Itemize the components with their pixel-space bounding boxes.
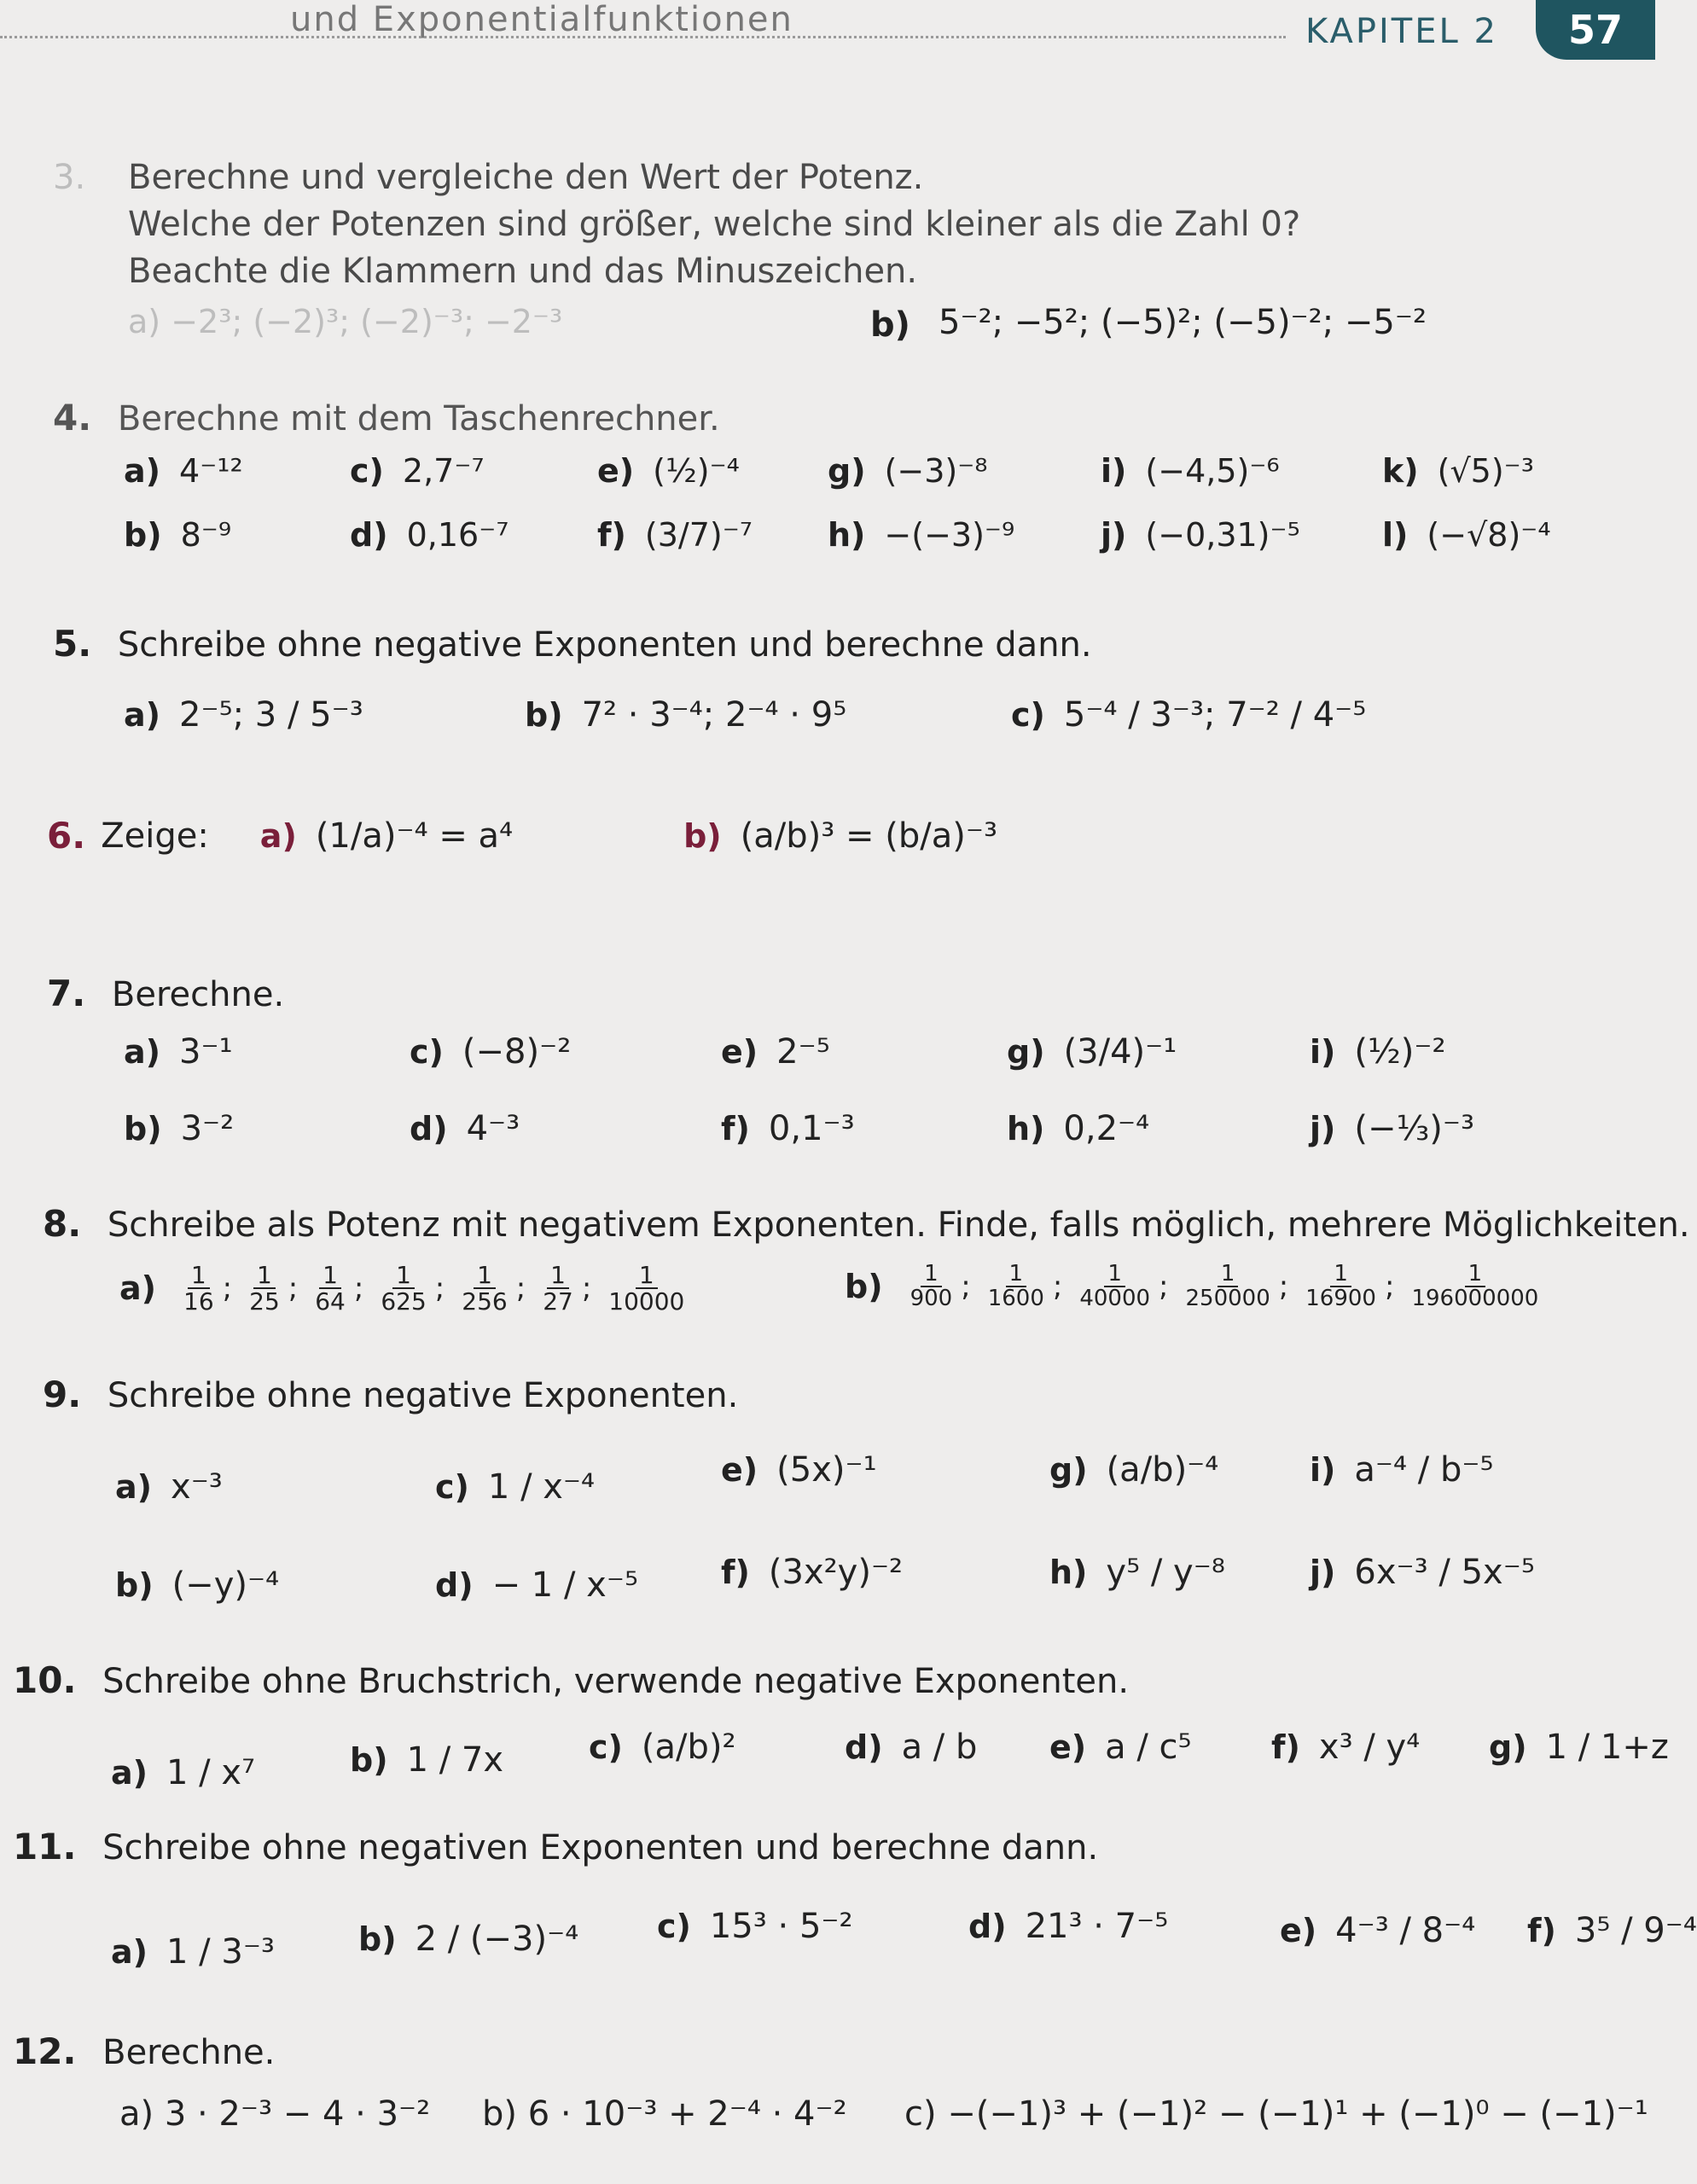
item-expression: 4⁻³ [466,1109,520,1148]
item-expression: (−8)⁻² [462,1032,572,1072]
item-label: i) [1101,452,1127,490]
item-expression: (3/7)⁻⁷ [644,516,753,554]
item-label: b) [124,516,162,554]
ex4-item-f [597,516,753,554]
item-label: g) [1007,1033,1045,1071]
ex6-number: 6. [47,815,86,857]
item-expression: 4⁻¹² [179,452,243,490]
item-expression: − 1 / x⁻⁵ [491,1565,638,1605]
item-label: a) [115,1468,153,1506]
header-title: und Exponentialfunktionen [290,0,793,39]
ex4-item-e [597,452,740,490]
ex10-item-a [111,1753,255,1792]
item-label: b) [350,1741,388,1779]
ex8-a: a) $\frac{1}{16}$ ; $\frac{1}{25}$ ; $\frac{1}{64}$ ; $\frac{1}{625}$ ; $\frac{1}{256}$ ; $\frac{1}{27}$ ; $\frac{1}{10000}$ [119,1263,693,1315]
item-label: k) [1382,452,1419,490]
item-label: b) [358,1920,397,1958]
item-expression: 3⁻² [180,1109,235,1148]
ex4-item-h [828,516,1014,554]
item-expression: 1 / x⁷ [166,1753,256,1792]
item-label: g) [1049,1451,1088,1489]
ex7-item-b [124,1109,234,1148]
ex9-title: Schreibe ohne negative Exponenten. [107,1376,739,1415]
ex8-a-fractions: $\frac{1}{16}$ ; $\frac{1}{25}$ ; $\frac{1}{64}$ ; $\frac{1}{625}$ ; $\frac{1}{256}$ ; $\frac{1}{27}$ ; $\frac{1}{10000}$ [175,1263,693,1315]
ex9-item-g [1049,1450,1218,1490]
ex4-item-k [1382,452,1534,490]
fraction: $\frac{1}{10000}$ [608,1261,685,1316]
ex3-b-label: b) [870,305,910,345]
item-label: e) [721,1033,758,1071]
ex8-number: 8. [43,1203,82,1245]
item-expression: 21³ · 7⁻⁵ [1025,1907,1169,1946]
item-expression: (3/4)⁻¹ [1063,1032,1177,1072]
item-expression: (−y)⁻⁴ [171,1565,280,1605]
item-label: e) [721,1451,758,1489]
ex3-line3: Beachte die Klammern und das Minuszeichen. [128,252,918,291]
ex11-heading [13,1826,1098,1867]
ex10-item-e [1049,1728,1192,1767]
item-label: j) [1310,1554,1336,1591]
ex4-item-d [350,516,509,554]
fraction: $\frac{1}{250000}$ [1185,1261,1270,1312]
ex11-item-c [657,1907,853,1946]
item-expression: 1 / 7x [406,1740,504,1780]
ex6-heading: 6. Zeige: a) (1/a)⁻⁴ = a⁴ b) (a/b)³ = (b/a)⁻³ [47,815,997,857]
item-expression: (−3)⁻⁸ [884,452,988,490]
item-label: j) [1310,1110,1336,1147]
item-label: d) [410,1110,448,1147]
item-expression: (√5)⁻³ [1437,452,1534,490]
item-expression: (½)⁻⁴ [653,452,740,490]
item-label: h) [1007,1110,1045,1147]
header-divider [0,36,1286,38]
item-expression: (a/b)² [641,1728,736,1767]
item-label: e) [1280,1912,1317,1949]
ex4-item-j [1101,516,1300,554]
ex6-title: Zeige: [101,816,209,856]
item-expression: (−4,5)⁻⁶ [1145,452,1280,490]
ex10-item-f [1271,1728,1420,1767]
item-label: l) [1382,516,1409,554]
ex10-item-d [845,1728,977,1767]
item-expression: 4⁻³ / 8⁻⁴ [1335,1911,1476,1950]
item-label: d) [435,1566,474,1604]
ex3-line2: Welche der Potenzen sind größer, welche sind kleiner als die Zahl 0? [128,205,1301,244]
item-label: d) [350,516,388,554]
item-expression: y⁵ / y⁻⁸ [1106,1553,1225,1592]
fraction: $\frac{1}{16900}$ [1305,1261,1376,1312]
ex7-item-f [721,1109,855,1148]
ex9-heading [43,1374,738,1415]
item-label: c) [435,1468,469,1506]
ex6-b: (a/b)³ = (b/a)⁻³ [740,816,997,856]
item-label: c) [410,1033,444,1071]
ex4-item-g [828,452,988,490]
item-expression: 3⁵ / 9⁻⁴ [1574,1911,1697,1950]
ex9-item-j [1310,1553,1535,1592]
ex12-b: b) 6 · 10⁻³ + 2⁻⁴ · 4⁻² [482,2094,847,2134]
item-label: d) [968,1908,1007,1945]
item-expression: a⁻⁴ / b⁻⁵ [1354,1450,1494,1490]
item-label: h) [828,516,866,554]
ex8-title: Schreibe als Potenz mit negativem Exponenten. Finde, falls möglich, mehrere Möglichkeiten. [107,1205,1690,1245]
ex3-line1: Berechne und vergleiche den Wert der Potenz. [128,158,924,197]
ex7-item-g [1007,1032,1177,1072]
item-expression: 1 / x⁻⁴ [487,1467,596,1507]
item-label: a) [124,452,161,490]
item-label: i) [1310,1033,1336,1071]
item-label: f) [597,516,626,554]
item-label: b) [115,1566,154,1604]
fraction: $\frac{1}{40000}$ [1079,1261,1151,1312]
ex5-a: a) 2⁻⁵; 3 / 5⁻³ [124,695,363,735]
ex9-item-d [435,1565,638,1605]
ex10-number: 10. [13,1659,77,1701]
ex4-item-a [124,452,243,490]
item-label: b) [124,1110,162,1147]
ex4-number: 4. [53,397,92,439]
item-label: f) [1271,1728,1300,1766]
ex8-b-fractions: $\frac{1}{900}$ ; $\frac{1}{1600}$ ; $\frac{1}{40000}$ ; $\frac{1}{250000}$ ; $\frac{1}{16900}$ ; $\frac{1}{196000000}$ [902,1263,1548,1311]
ex4-heading [53,397,720,439]
item-expression: −(−3)⁻⁹ [884,516,1015,554]
ex11-item-a [111,1932,275,1972]
item-label: f) [1527,1912,1556,1949]
ex7-item-i [1310,1032,1446,1072]
item-expression: 1 / 1+z [1545,1728,1669,1767]
ex5-c: c) 5⁻⁴ / 3⁻³; 7⁻² / 4⁻⁵ [1011,695,1367,735]
ex3-number: 3. [53,158,86,197]
ex9-item-a [115,1467,223,1507]
item-label: j) [1101,516,1127,554]
item-label: h) [1049,1554,1088,1591]
fraction: $\frac{1}{256}$ [462,1261,508,1316]
ex6-a: (1/a)⁻⁴ = a⁴ [315,816,514,856]
ex11-number: 11. [13,1826,77,1867]
ex7-heading [47,973,284,1014]
item-expression: (5x)⁻¹ [776,1450,877,1490]
ex7-number: 7. [47,973,86,1014]
item-expression: 3⁻¹ [179,1032,233,1072]
item-expression: (−⅓)⁻³ [1354,1109,1475,1148]
item-expression: 2 / (−3)⁻⁴ [415,1920,579,1959]
item-label: i) [1310,1451,1336,1489]
ex9-item-h [1049,1553,1225,1592]
fraction: $\frac{1}{196000000}$ [1411,1261,1539,1312]
ex11-item-d [968,1907,1168,1946]
item-expression: 6x⁻³ / 5x⁻⁵ [1354,1553,1535,1592]
ex10-item-c [589,1728,736,1767]
item-expression: 2⁻⁵ [776,1032,830,1072]
item-label: a) [124,1033,161,1071]
item-expression: 1 / 3⁻³ [166,1932,275,1972]
item-expression: (½)⁻² [1354,1032,1446,1072]
ex4-item-c [350,452,485,490]
ex9-item-b [115,1565,279,1605]
ex10-item-g [1489,1728,1669,1767]
fraction: $\frac{1}{16}$ [183,1261,214,1316]
item-label: g) [828,452,866,490]
item-label: a) [111,1933,148,1971]
ex11-title: Schreibe ohne negativen Exponenten und berechne dann. [102,1828,1099,1867]
item-expression: (−√8)⁻⁴ [1427,516,1551,554]
item-label: c) [350,452,384,490]
ex7-item-c [410,1032,571,1072]
item-expression: 15³ · 5⁻² [709,1907,853,1946]
ex11-item-e [1280,1911,1475,1950]
item-expression: 0,1⁻³ [768,1109,855,1148]
ex12-title: Berechne. [102,2033,276,2072]
fraction: $\frac{1}{900}$ [910,1261,953,1312]
ex5-title: Schreibe ohne negative Exponenten und berechne dann. [117,625,1092,665]
ex9-item-e [721,1450,877,1490]
ex9-item-f [721,1553,903,1592]
ex9-item-c [435,1467,595,1507]
fraction: $\frac{1}{27}$ [543,1261,573,1316]
ex10-heading [13,1659,1129,1701]
ex11-item-f [1527,1911,1697,1950]
ex4-item-b [124,516,231,554]
ex7-item-a [124,1032,233,1072]
ex11-item-b [358,1920,578,1959]
ex7-title: Berechne. [111,975,285,1014]
item-label: d) [845,1728,883,1766]
item-expression: (a/b)⁻⁴ [1106,1450,1219,1490]
ex10-item-b [350,1740,503,1780]
ex7-item-h [1007,1109,1149,1148]
ex9-number: 9. [43,1374,82,1415]
item-expression: a / b [901,1728,978,1767]
item-expression: a / c⁵ [1105,1728,1192,1767]
fraction: $\frac{1}{625}$ [381,1261,427,1316]
fraction: $\frac{1}{1600}$ [987,1261,1044,1312]
item-expression: 8⁻⁹ [180,516,232,554]
ex7-item-d [410,1109,520,1148]
item-label: e) [597,452,635,490]
item-label: c) [657,1908,691,1945]
item-expression: x³ / y⁴ [1318,1728,1421,1767]
ex5-number: 5. [53,623,92,665]
ex7-item-e [721,1032,830,1072]
ex12-c: c) −(−1)³ + (−1)² − (−1)¹ + (−1)⁰ − (−1)⁻¹ [904,2094,1648,2134]
item-label: f) [721,1110,750,1147]
ex4-title: Berechne mit dem Taschenrechner. [117,399,720,439]
item-expression: 0,2⁻⁴ [1063,1109,1150,1148]
ex5-heading [53,623,1092,665]
ex5-b: b) 7² · 3⁻⁴; 2⁻⁴ · 9⁵ [525,695,847,735]
ex10-title: Schreibe ohne Bruchstrich, verwende negative Exponenten. [102,1662,1130,1701]
ex7-item-j [1310,1109,1474,1148]
chapter-label: KAPITEL 2 [1305,12,1498,51]
item-expression: (3x²y)⁻² [768,1553,904,1592]
ex9-item-i [1310,1450,1494,1490]
item-expression: 2,7⁻⁷ [402,452,485,490]
ex12-a: a) 3 · 2⁻³ − 4 · 3⁻² [119,2094,431,2134]
item-expression: 0,16⁻⁷ [406,516,509,554]
item-label: e) [1049,1728,1087,1766]
item-expression: (−0,31)⁻⁵ [1145,516,1300,554]
item-label: g) [1489,1728,1527,1766]
ex12-number: 12. [13,2030,77,2072]
ex3-a: a) −2³; (−2)³; (−2)⁻³; −2⁻³ [128,303,563,340]
item-label: a) [111,1754,148,1792]
ex3-b: 5⁻²; −5²; (−5)²; (−5)⁻²; −5⁻² [939,303,1427,342]
ex4-item-i [1101,452,1280,490]
item-expression: x⁻³ [171,1467,223,1507]
ex4-item-l [1382,516,1551,554]
item-label: f) [721,1554,750,1591]
item-label: c) [589,1728,623,1766]
ex12-heading [13,2030,275,2072]
ex8-heading [43,1203,1690,1245]
ex8-b: b) $\frac{1}{900}$ ; $\frac{1}{1600}$ ; $\frac{1}{40000}$ ; $\frac{1}{250000}$ ; $\frac{1}{16900}$ ; $\frac{1}{196000000}$ [845,1263,1547,1311]
fraction: $\frac{1}{64}$ [315,1261,346,1316]
page-number-badge: 57 [1536,0,1655,60]
fraction: $\frac{1}{25}$ [249,1261,280,1316]
